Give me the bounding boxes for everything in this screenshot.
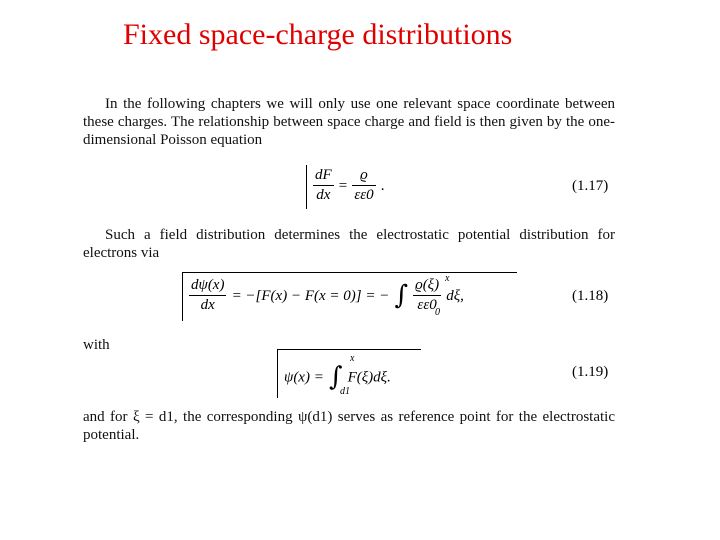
equation-number-1-18: (1.18) (572, 288, 609, 304)
eq117-rhs-fraction (352, 167, 375, 204)
eq117-lhs-den: dx (316, 187, 331, 203)
eq119-lhs: ψ(x) = (284, 369, 324, 386)
eq119-upper-limit: x (350, 353, 355, 364)
equation-number-1-19: (1.19) (572, 364, 609, 380)
eq119-lower-limit: d1 (340, 386, 350, 397)
eq117-rhs-num: ϱ (352, 167, 375, 186)
eq119-rhs: F(ξ)dξ. (347, 369, 391, 386)
eq118-rhs-den: εε0 (417, 297, 437, 313)
eq117-tail: . (380, 178, 385, 194)
eq118-upper-limit: x (445, 273, 450, 284)
eq118-tail: dξ, (446, 288, 464, 304)
paragraph-intro: In the following chapters we will only use one relevant space coordinate between these charges. The relationship between space charge and field is then given by the one-dimensional Poisson equation (83, 96, 615, 148)
eq119-integral-sign: ∫ (328, 362, 343, 392)
equation-1-18-box (182, 272, 517, 321)
eq118-lhs-fraction (189, 277, 226, 314)
eq118-lower-limit: 0 (435, 307, 440, 318)
slide-title: Fixed space-charge distributions (123, 18, 513, 51)
eq117-lhs-fraction (313, 167, 334, 204)
eq117-equals: = (338, 178, 348, 194)
equation-1-17-box (306, 165, 402, 209)
paragraph-with: with (83, 337, 110, 353)
eq118-lhs-den: dx (200, 297, 215, 313)
equation-number-1-17: (1.17) (572, 178, 609, 194)
eq118-lhs-num: dψ(x) (189, 277, 226, 296)
equation-1-19-box (277, 349, 421, 398)
eq118-rhs-num: ϱ(ξ) (413, 277, 441, 296)
paragraph-potential: Such a field distribution determines the electrostatic potential distribution for electrons via (83, 227, 615, 261)
eq118-integral-sign: ∫ (394, 280, 408, 311)
paragraph-reference: and for ξ = d1, the corresponding ψ(d1) serves as reference point for the electrostatic potential. (83, 409, 615, 443)
eq118-middle: = −[F(x) − F(x = 0)] = − (231, 288, 390, 304)
eq117-rhs-den: εε0 (354, 187, 374, 203)
eq117-lhs-num: dF (313, 167, 334, 186)
